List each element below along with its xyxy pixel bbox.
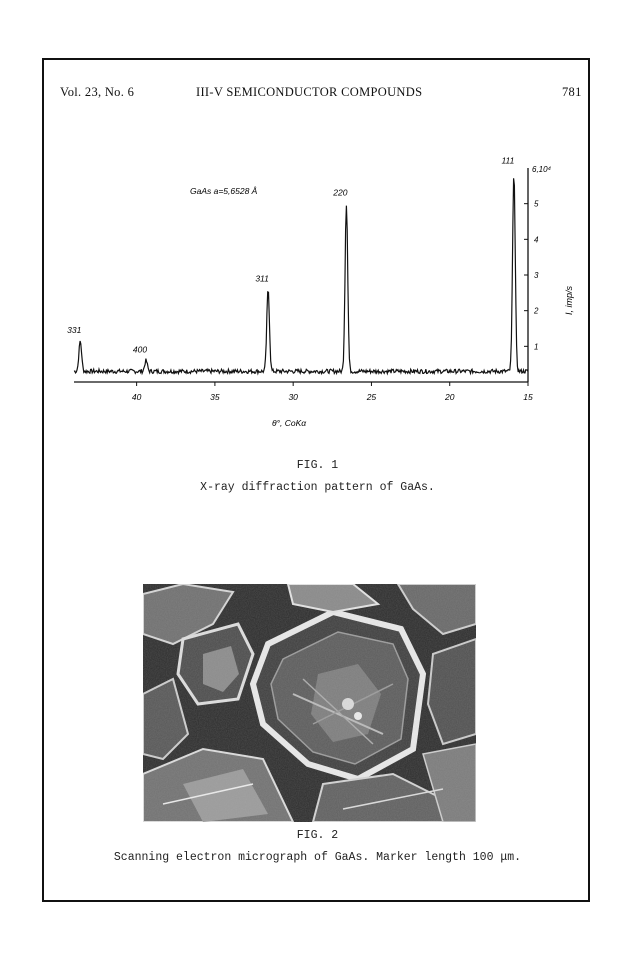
chart-ylabel: I, imp/s [564,285,574,315]
y-tick-label: 4 [534,235,539,245]
x-tick-label: 25 [366,392,377,402]
chart-axes [74,165,552,402]
x-tick-label: 35 [210,392,220,402]
chart-xlabel: θ°, CoKα [272,418,307,428]
figure2-label: FIG. 2 [296,829,339,842]
x-tick-label: 40 [131,392,142,402]
y-tick-label: 1 [534,342,539,352]
header-title: III-V SEMICONDUCTOR COMPOUNDS [196,85,423,99]
peak-label: 111 [501,155,515,166]
figure1-label: FIG. 1 [296,459,339,472]
header-page-number: 781 [562,85,582,99]
chart-peak-labels [67,156,514,355]
peak-label: 331 [67,324,82,335]
figure1-caption: X-ray diffraction pattern of GaAs. [200,481,435,494]
sem-micrograph [143,584,476,822]
x-tick-label: 20 [444,392,455,402]
header-volume: Vol. 23, No. 6 [60,85,135,99]
y-tick-label: 5 [534,199,539,209]
y-top-label: 6,10⁴ [532,165,552,174]
chart-title: GaAs a=5,6528 Å [190,186,258,196]
y-tick-label: 2 [534,306,539,316]
figure2-caption: Scanning electron micrograph of GaAs. Marker length 100 μm. [113,851,522,864]
xrd-chart [60,150,580,440]
x-tick-label: 30 [288,392,298,402]
x-tick-label: 15 [523,392,533,402]
peak-label: 220 [333,187,348,198]
peak-label: 400 [132,344,148,355]
peak-label: 311 [255,273,269,284]
y-tick-label: 3 [534,271,539,280]
